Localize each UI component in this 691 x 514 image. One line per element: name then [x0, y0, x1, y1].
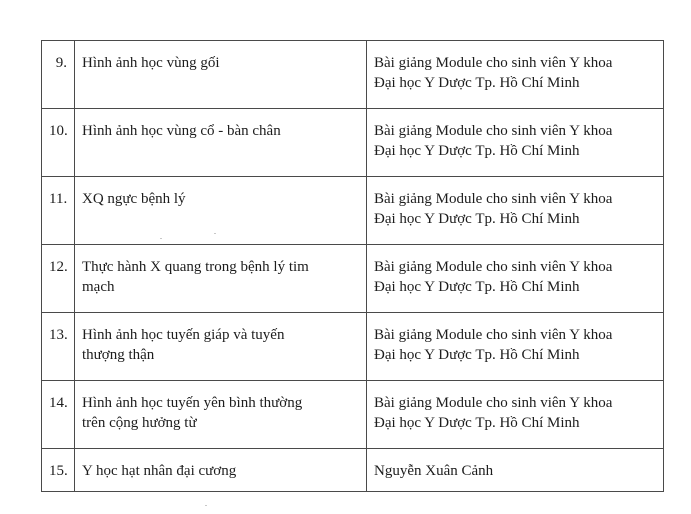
- source-line: Đại học Y Dược Tp. Hồ Chí Minh: [374, 415, 580, 431]
- table-row: [42, 41, 664, 109]
- row-number: 12.: [42, 245, 75, 313]
- document-title-cell: [75, 41, 367, 109]
- source-line: Bài giảng Module cho sinh viên Y khoa: [374, 123, 613, 139]
- title-line: Hình ảnh học vùng gối: [82, 55, 220, 71]
- table-row: [42, 449, 664, 492]
- row-number: 13.: [42, 313, 75, 381]
- source-cell: [367, 41, 664, 109]
- scan-speck: [214, 233, 216, 234]
- source-cell: [367, 109, 664, 177]
- table-row: [42, 177, 664, 245]
- source-line: Bài giảng Module cho sinh viên Y khoa: [374, 191, 613, 207]
- table-row: [42, 245, 664, 313]
- title-line: Hình ảnh học vùng cổ - bàn chân: [82, 123, 281, 139]
- source-cell: [367, 313, 664, 381]
- table-row: [42, 313, 664, 381]
- document-title-cell: [75, 449, 367, 492]
- title-line: mạch: [82, 279, 115, 295]
- document-title-cell: [75, 381, 367, 449]
- title-line: Hình ảnh học tuyến yên bình thường: [82, 395, 303, 411]
- title-line: Y học hạt nhân đại cương: [82, 463, 237, 479]
- table-row: [42, 381, 664, 449]
- source-cell: [367, 245, 664, 313]
- title-line: XQ ngực bệnh lý: [82, 191, 186, 207]
- row-number: 10.: [42, 109, 75, 177]
- source-line: Đại học Y Dược Tp. Hồ Chí Minh: [374, 75, 580, 91]
- title-line: trên cộng hưởng từ: [82, 415, 197, 431]
- document-title-cell: [75, 245, 367, 313]
- title-line: thượng thận: [82, 347, 155, 363]
- row-number: 11.: [42, 177, 75, 245]
- source-cell: [367, 177, 664, 245]
- scan-speck: [160, 238, 162, 239]
- source-line: Bài giảng Module cho sinh viên Y khoa: [374, 259, 613, 275]
- row-number: 14.: [42, 381, 75, 449]
- source-line: Đại học Y Dược Tp. Hồ Chí Minh: [374, 347, 580, 363]
- scan-speck: [205, 505, 207, 506]
- source-line: Đại học Y Dược Tp. Hồ Chí Minh: [374, 143, 580, 159]
- source-line: Bài giảng Module cho sinh viên Y khoa: [374, 55, 613, 71]
- source-cell: [367, 449, 664, 492]
- document-title-cell: [75, 313, 367, 381]
- row-number: 15.: [42, 449, 75, 492]
- row-number: 9.: [42, 41, 75, 109]
- document-title-cell: [75, 177, 367, 245]
- document-title-cell: [75, 109, 367, 177]
- source-line: Bài giảng Module cho sinh viên Y khoa: [374, 395, 613, 411]
- table-row: [42, 109, 664, 177]
- source-line: Nguyễn Xuân Cảnh: [374, 463, 494, 479]
- reference-table: [41, 40, 664, 492]
- source-line: Đại học Y Dược Tp. Hồ Chí Minh: [374, 211, 580, 227]
- source-line: Bài giảng Module cho sinh viên Y khoa: [374, 327, 613, 343]
- source-cell: [367, 381, 664, 449]
- source-line: Đại học Y Dược Tp. Hồ Chí Minh: [374, 279, 580, 295]
- title-line: Thực hành X quang trong bệnh lý tim: [82, 259, 309, 275]
- title-line: Hình ảnh học tuyến giáp và tuyến: [82, 327, 285, 343]
